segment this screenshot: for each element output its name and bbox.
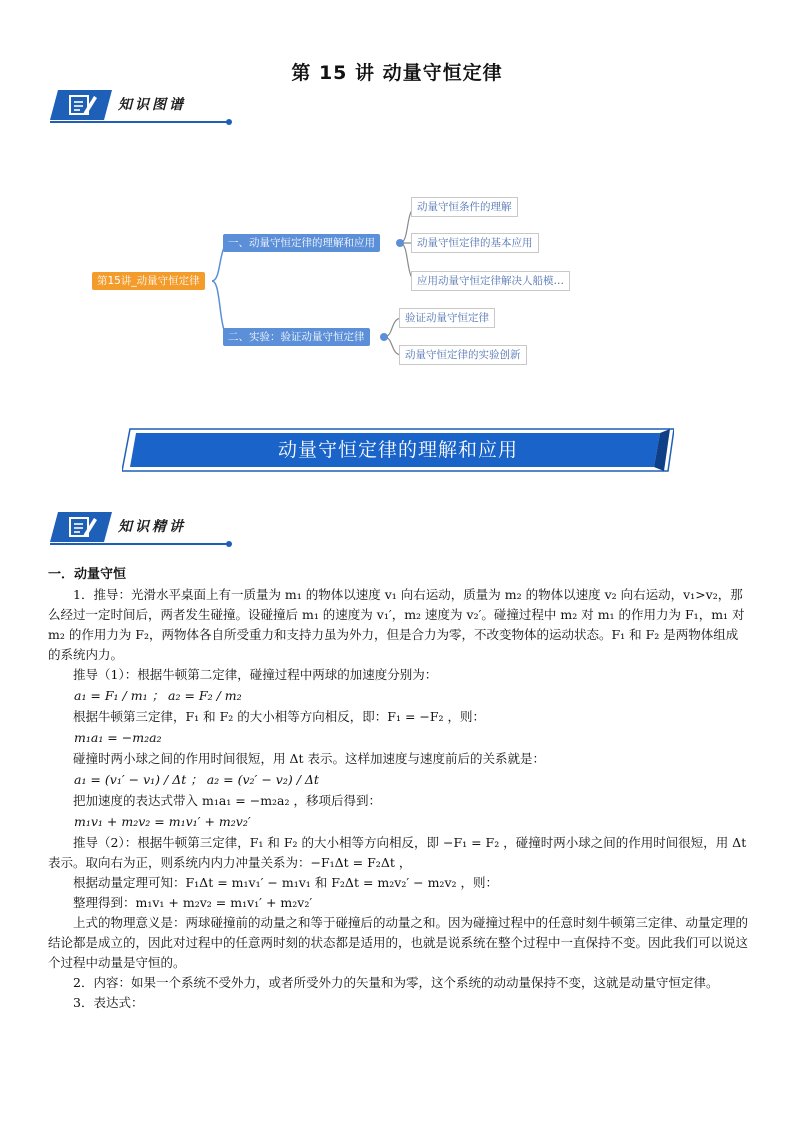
pencil-note-icon [50, 512, 112, 542]
equation: m₁a₁ = −m₂a₂ [74, 730, 162, 745]
mindmap-leaf: 验证动量守恒定律 [399, 308, 495, 328]
mind-map [0, 0, 794, 400]
section-label: 知识精讲 [118, 519, 186, 535]
section-banner [122, 427, 674, 473]
mindmap-leaf: 动量守恒定律的基本应用 [411, 233, 539, 253]
banner-title: 动量守恒定律的理解和应用 [277, 439, 518, 461]
paragraph: 1．推导：光滑水平桌面上有一质量为 m₁ 的物体以速度 v₁ 向右运动，质量为 m₂ 的物体以速度 v₂ 向右运动，v₁>v₂，那么经过一定时间后，两者发生碰撞。设碰撞后 m₁ 的速度为 v₁′，m₂ 速度为 v₂′。碰撞过程中 m₂ 对 m₁ 的作用力为 F₁，m₁ 对 m₂ 的作用力为 F₂，两物体各自所受重力和支持力虽为外力，但是合力为零，不改变物体的运动状态。F₁ 和 F₂ 是两物体组成的系统内力。 [48, 587, 745, 662]
paragraph: 碰撞时两小球之间的作用时间很短，用 Δt 表示。这样加速度与速度前后的关系就是： [73, 751, 545, 766]
mindmap-branch-1: 一、动量守恒定律的理解和应用 [223, 234, 380, 252]
mindmap-leaf: 应用动量守恒定律解决人船模… [411, 271, 570, 291]
mindmap-leaf: 动量守恒条件的理解 [411, 197, 518, 217]
section-rule [50, 543, 228, 545]
paragraph: 推导（2）：根据牛顿第三定律，F₁ 和 F₂ 的大小相等方向相反，即 −F₁ = F₂ ，碰撞时两小球之间的作用时间很短，用 Δt 表示。取向右为正，则系统内内力冲量关系为：−F₁Δt = F₂Δt ， [48, 835, 747, 870]
paragraph: 把加速度的表达式带入 m₁a₁ = −m₂a₂ ，移项后得到： [73, 793, 381, 808]
section-header-knowledge-explain [50, 512, 230, 546]
paragraph: 整理得到：m₁v₁ + m₂v₂ = m₁v₁′ + m₂v₂′ [73, 895, 313, 910]
subheading: 一．动量守恒 [48, 567, 127, 582]
mindmap-leaf: 动量守恒定律的实验创新 [399, 345, 527, 365]
paragraph: 根据动量定理可知：F₁Δt = m₁v₁′ − m₁v₁ 和 F₂Δt = m₂v₂′ − m₂v₂ ，则： [73, 875, 498, 890]
paragraph: 2．内容：如果一个系统不受外力，或者所受外力的矢量和为零，这个系统的动动量保持不变，这就是动量守恒定律。 [73, 975, 719, 990]
mindmap-root: 第15讲_动量守恒定律 [92, 272, 205, 290]
section-rule-dot [226, 541, 232, 547]
page-title: 第 15 讲 动量守恒定律 [291, 62, 503, 84]
paragraph: 根据牛顿第三定律，F₁ 和 F₂ 的大小相等方向相反，即：F₁ = −F₂ ，则： [73, 709, 486, 724]
mindmap-branch-2: 二、实验：验证动量守恒定律 [223, 328, 370, 346]
paragraph: 推导（1）：根据牛顿第二定律，碰撞过程中两球的加速度分别为： [73, 667, 438, 682]
mind-map-connectors [0, 0, 794, 400]
paragraph: 3．表达式： [73, 995, 144, 1010]
equation: a₁ = (v₁′ − v₁) / Δt ； a₂ = (v₂′ − v₂) / Δt [74, 772, 319, 787]
equation: m₁v₁ + m₂v₂ = m₁v₁′ + m₂v₂′ [74, 814, 251, 829]
equation: a₁ = F₁ / m₁ ； a₂ = F₂ / m₂ [74, 688, 242, 703]
section-label: 知识图谱 [118, 97, 186, 113]
article-body [48, 565, 748, 1013]
paragraph: 上式的物理意义是：两球碰撞前的动量之和等于碰撞后的动量之和。因为碰撞过程中的任意时刻牛顿第三定律、动量定理的结论都是成立的，因此对过程中的任意两时刻的状态都是适用的，也就是说系统在整个过程中一直保持不变。因此我们可以说这个过程中动量是守恒的。 [48, 915, 749, 970]
